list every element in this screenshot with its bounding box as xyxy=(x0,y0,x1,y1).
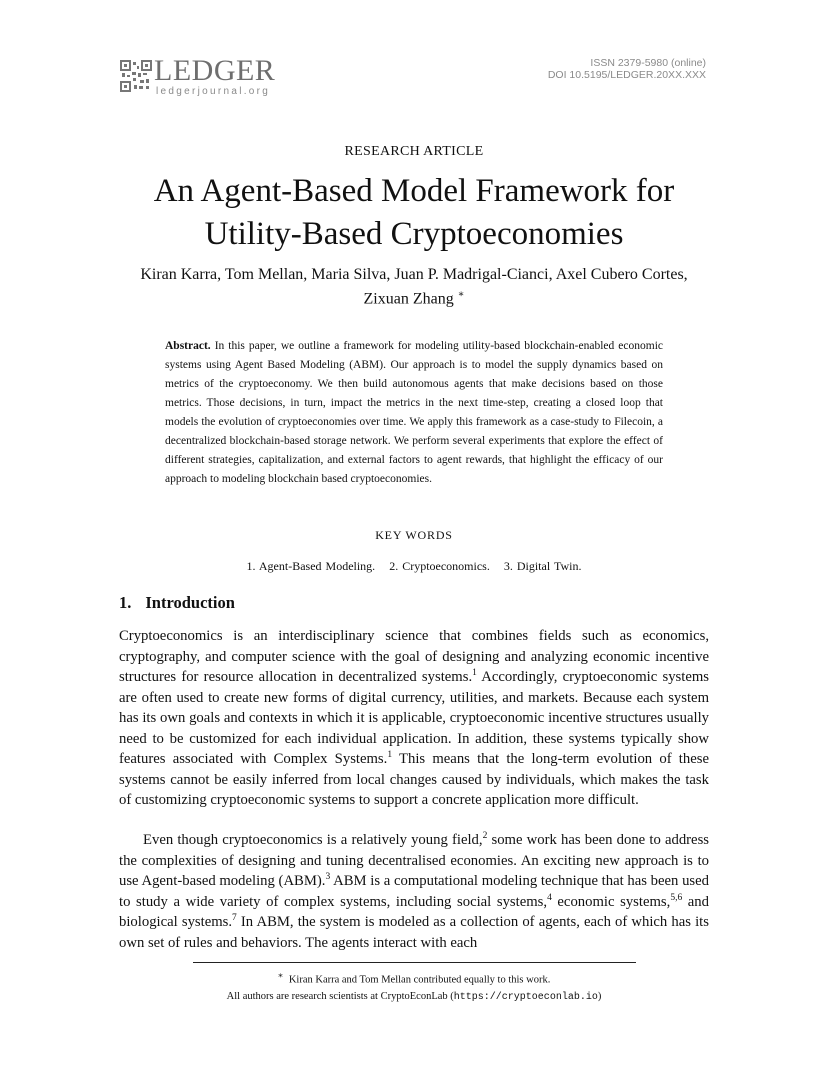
text-run: Accordingly, cryptoeconomic systems are often used to create new forms of digital currency, utilities, and markets. Because each system has its own goals and contexts in which it is applicable, cryptoeconomic incentive structures usually need to be customized for each individual application. In addition, these systems typically show features associated with Complex Systems. xyxy=(119,669,709,767)
paper-title xyxy=(0,170,828,256)
citation-ref[interactable]: 5,6 xyxy=(670,892,683,903)
abstract-label: Abstract. xyxy=(165,340,211,352)
text-run: ABM is a computational modeling technique that has been used to study a wide variety of complex systems, including social systems, xyxy=(119,873,709,910)
qr-code-icon xyxy=(120,60,152,92)
affiliation-link[interactable]: https://cryptoeconlab.io xyxy=(453,991,598,1003)
text-run: some work has been done to address the complexities of designing and tuning decentralised economies. An exciting new approach is to use Agent-based modeling (ABM). xyxy=(119,832,709,889)
citation-ref[interactable]: 7 xyxy=(232,913,237,924)
section-number: 1. xyxy=(119,593,132,612)
issn-block xyxy=(548,57,706,81)
footnote-2 xyxy=(100,989,728,1006)
article-type: RESEARCH ARTICLE xyxy=(344,144,484,159)
keyword-item: 3. Digital Twin. xyxy=(503,559,582,573)
logo-url: ledgerjournal.org xyxy=(156,86,271,97)
section-heading xyxy=(119,593,235,613)
citation-ref[interactable]: 1 xyxy=(472,668,477,679)
footnote-divider xyxy=(193,962,636,963)
journal-logo xyxy=(120,54,280,100)
title-line-2: Utility-Based Cryptoeconomies xyxy=(204,216,624,252)
author-list xyxy=(100,265,728,309)
abstract-text: In this paper, we outline a framework for modeling utility-based blockchain-enabled economic systems using Agent Based Modeling (ABM). Our approach is to model the supply dynamics based on metrics of the cryptoeconomy. We then build autonomous agents that make decisions based on those metrics. Those decisions, in turn, impact the metrics in the next time-step, creating a closed loop that models the evolution of cryptoeconomies over time. We apply this framework as a case-study to Filecoin, a decentralized blockchain-based storage network. We perform several experiments that explore the effect of different strategies, capitalization, and external factors to agent rewards, that highlight the efficacy of our approach to modeling blockchain based cryptoeconomies. xyxy=(165,340,663,485)
body-paragraph-2 xyxy=(119,830,709,953)
keywords-heading: KEY WORDS xyxy=(375,528,453,542)
text-run: In ABM, the system is modeled as a collection of agents, each of which has its own set of rules and behaviors. The agents interact with each xyxy=(119,914,709,951)
footnotes xyxy=(100,967,728,1006)
issn-line: ISSN 2379-5980 (online) xyxy=(590,57,706,69)
text-run: Even though cryptoeconomics is a relatively young field, xyxy=(143,832,483,848)
citation-ref[interactable]: 3 xyxy=(325,872,331,883)
footnote-1 xyxy=(100,967,728,989)
footnote-mark: ∗ xyxy=(457,289,465,300)
section-title: Introduction xyxy=(145,593,235,612)
footnote-text: All authors are research scientists at CryptoEconLab ( xyxy=(226,990,454,1002)
footnote-text: Kiran Karra and Tom Mellan contributed equally to this work. xyxy=(288,974,551,986)
text-run: and biological systems. xyxy=(119,893,709,930)
keyword-item: 1. Agent-Based Modeling. xyxy=(246,559,376,573)
footnote-mark: ∗ xyxy=(277,970,284,980)
citation-ref[interactable]: 2 xyxy=(482,831,488,842)
abstract xyxy=(165,337,663,489)
authors-line-1: Kiran Karra, Tom Mellan, Maria Silva, Juan P. Madrigal-Cianci, Axel Cubero Cortes, xyxy=(140,266,688,283)
text-run: This means that the long-term evolution of these systems cannot be easily inferred from local changes caused by individuals, which makes the task of customizing cryptoeconomic systems to support a concrete application more difficult. xyxy=(119,751,709,808)
title-line-1: An Agent-Based Model Framework for xyxy=(153,173,675,209)
citation-ref[interactable]: 1 xyxy=(387,750,393,761)
author-last: Zixuan Zhang xyxy=(363,290,454,308)
logo-wordmark: LEDGER xyxy=(154,54,276,87)
keyword-item: 2. Cryptoeconomics. xyxy=(389,559,490,573)
text-run: Cryptoeconomics is an interdisciplinary science that combines fields such as economics, cryptography, and computer science with the goal of designing and analyzing economic incentive structures for resource allocation in decentralized systems. xyxy=(119,628,709,685)
citation-ref[interactable]: 4 xyxy=(547,892,552,903)
keywords-list xyxy=(0,559,828,574)
doi-line: DOI 10.5195/LEDGER.20XX.XXX xyxy=(547,69,706,81)
body-paragraph-1 xyxy=(119,626,709,811)
footnote-text: ) xyxy=(597,990,602,1002)
text-run: economic systems, xyxy=(551,893,671,910)
authors-line-2 xyxy=(100,285,728,309)
